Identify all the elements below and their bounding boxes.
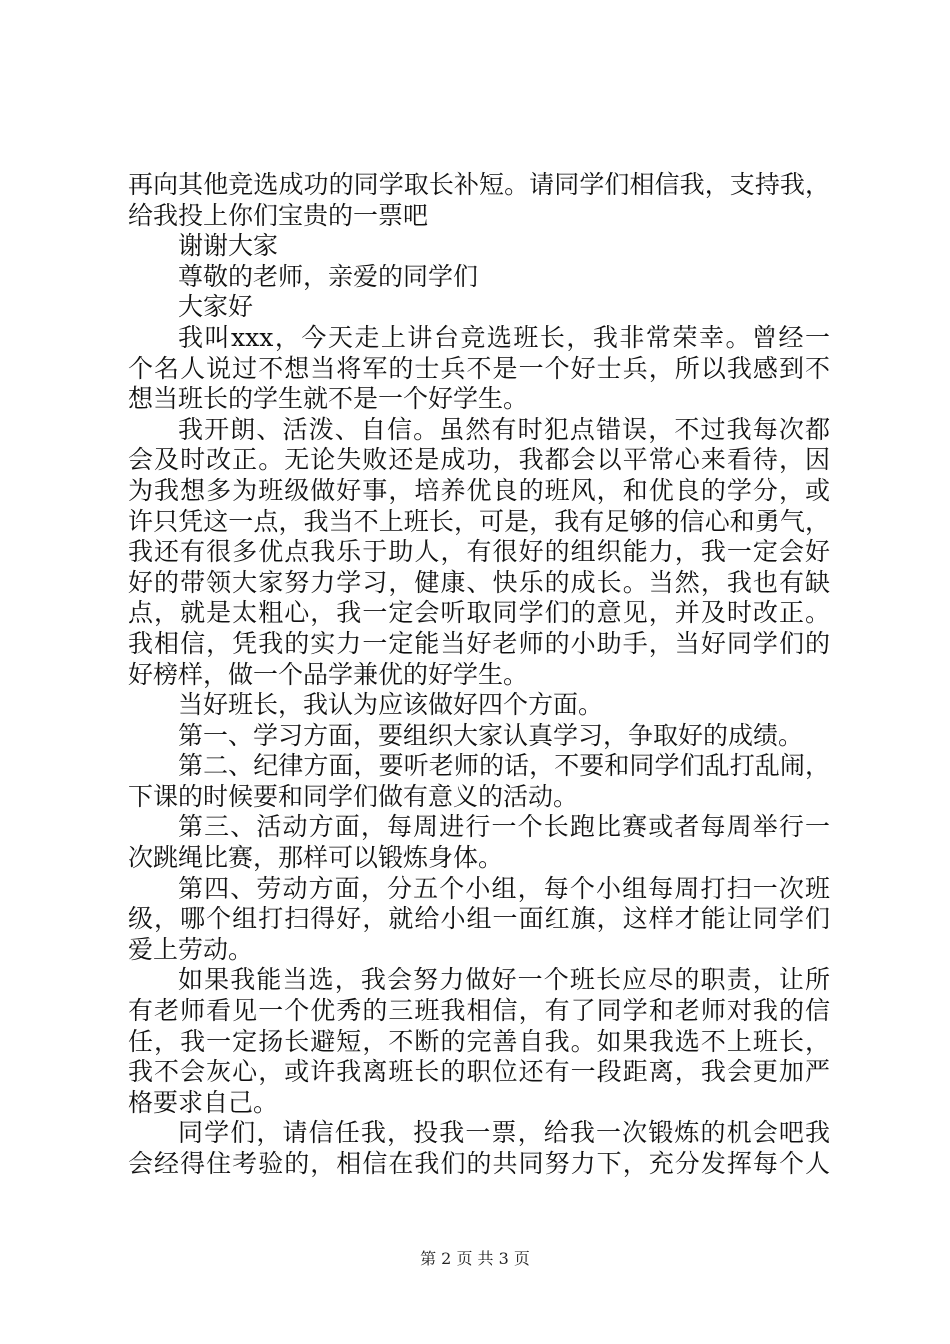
text-line: 第一、学习方面，要组织大家认真学习，争取好的成绩。 bbox=[178, 720, 804, 750]
text-line: 下课的时候要和同学们做有意义的活动。 bbox=[128, 781, 579, 811]
text-line: 我相信，凭我的实力一定能当好老师的小助手，当好同学们的 bbox=[128, 628, 830, 658]
text-line: 给我投上你们宝贵的一票吧 bbox=[128, 200, 429, 230]
text-line: 我还有很多优点我乐于助人，有很好的组织能力，我一定会好 bbox=[128, 537, 830, 567]
text-line: 级，哪个组打扫得好，就给小组一面红旗，这样才能让同学们 bbox=[128, 904, 830, 934]
text-line: 尊敬的老师，亲爱的同学们 bbox=[178, 261, 479, 291]
text-line: 格要求自己。 bbox=[128, 1087, 279, 1117]
page-footer bbox=[0, 1246, 950, 1269]
text-line: 会经得住考验的，相信在我们的共同努力下，充分发挥每个人 bbox=[128, 1149, 830, 1178]
text-line: 好的带领大家努力学习，健康、快乐的成长。当然，我也有缺 bbox=[128, 567, 830, 597]
text-line: 第四、劳动方面，分五个小组，每个小组每周打扫一次班 bbox=[178, 873, 830, 903]
text-line: 爱上劳动。 bbox=[128, 934, 254, 964]
text-line: 谢谢大家 bbox=[178, 231, 279, 261]
text-line: 会及时改正。无论失败还是成功，我都会以平常心来看待，因 bbox=[128, 445, 830, 475]
document-body bbox=[128, 170, 830, 1180]
text-line: 好榜样，做一个品学兼优的好学生。 bbox=[128, 659, 529, 689]
text-line: 第三、活动方面，每周进行一个长跑比赛或者每周举行一 bbox=[178, 812, 830, 842]
text-line: 我叫xxx，今天走上讲台竞选班长，我非常荣幸。曾经一 bbox=[178, 322, 830, 352]
text-line: 第二、纪律方面，要听老师的话，不要和同学们乱打乱闹， bbox=[178, 751, 830, 781]
page-number-label: 第 2 页 共 3 页 bbox=[420, 1249, 530, 1268]
text-line: 许只凭这一点，我当不上班长，可是，我有足够的信心和勇气， bbox=[128, 506, 830, 536]
text-line: 为我想多为班级做好事，培养优良的班风，和优良的学分，或 bbox=[128, 475, 830, 505]
text-line: 点，就是太粗心，我一定会听取同学们的意见，并及时改正。 bbox=[128, 598, 830, 628]
text-line: 次跳绳比赛，那样可以锻炼身体。 bbox=[128, 843, 504, 873]
text-line: 我开朗、活泼、自信。虽然有时犯点错误，不过我每次都 bbox=[178, 414, 830, 444]
text-line: 如果我能当选，我会努力做好一个班长应尽的职责，让所 bbox=[178, 965, 830, 995]
text-line: 再向其他竞选成功的同学取长补短。请同学们相信我，支持我， bbox=[128, 170, 830, 199]
text-line: 我不会灰心，或许我离班长的职位还有一段距离，我会更加严 bbox=[128, 1057, 830, 1087]
text-line: 有老师看见一个优秀的三班我相信，有了同学和老师对我的信 bbox=[128, 996, 830, 1026]
text-line: 任，我一定扬长避短，不断的完善自我。如果我选不上班长， bbox=[128, 1026, 830, 1056]
text-line: 当好班长，我认为应该做好四个方面。 bbox=[178, 690, 604, 720]
text-line: 个名人说过不想当将军的士兵不是一个好士兵，所以我感到不 bbox=[128, 353, 830, 383]
text-line: 同学们，请信任我，投我一票，给我一次锻炼的机会吧我 bbox=[178, 1118, 830, 1148]
text-line: 想当班长的学生就不是一个好学生。 bbox=[128, 384, 529, 414]
text-line: 大家好 bbox=[178, 292, 254, 322]
